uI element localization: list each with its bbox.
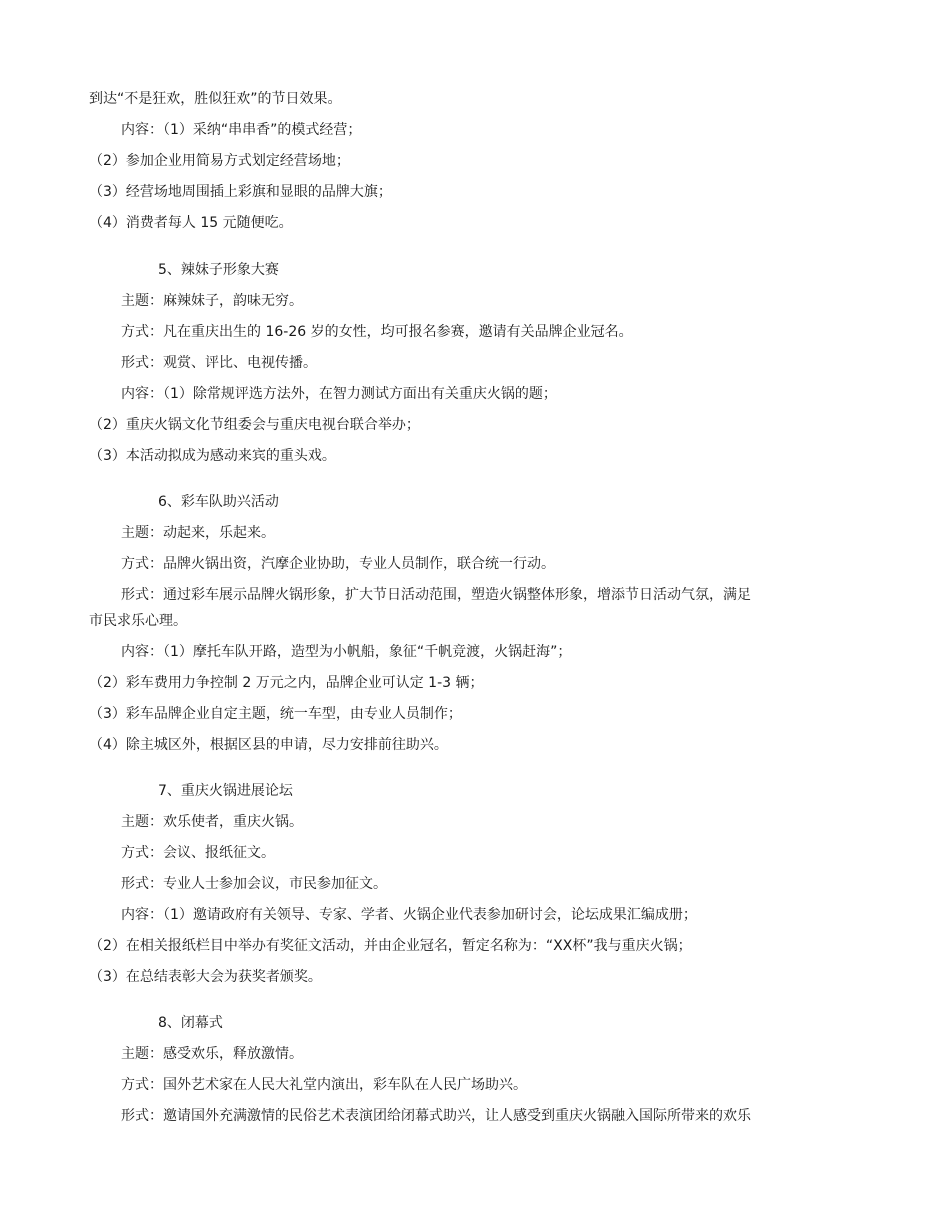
list-item: （2）在相关报纸栏目中举办有奖征文活动，并由企业冠名，暂定名称为：“XX杯”我与重庆火锅； <box>89 938 692 954</box>
paragraph-line: 内容：（1）除常规评选方法外，在智力测试方面出有关重庆火锅的题； <box>121 386 557 402</box>
section-heading: 7、重庆火锅进展论坛 <box>158 783 293 799</box>
paragraph-line: 内容：（1）邀请政府有关领导、专家、学者、火锅企业代表参加研讨会，论坛成果汇编成册； <box>121 907 697 923</box>
paragraph-line: 到达“不是狂欢，胜似狂欢”的节日效果。 <box>89 91 342 107</box>
list-item: （3）经营场地周围插上彩旗和显眼的品牌大旗； <box>89 184 392 200</box>
paragraph-line: 主题：欢乐使者，重庆火锅。 <box>121 814 303 830</box>
list-item: （3）本活动拟成为感动来宾的重头戏。 <box>89 448 336 464</box>
list-item: （2）彩车费用力争控制 2 万元之内，品牌企业可认定 1-3 辆； <box>89 675 484 691</box>
paragraph-line: 方式：国外艺术家在人民大礼堂内演出，彩车队在人民广场助兴。 <box>121 1077 527 1093</box>
paragraph-line: 形式：观赏、评比、电视传播。 <box>121 355 317 371</box>
paragraph-line: 形式：通过彩车展示品牌火锅形象，扩大节日活动范围，塑造火锅整体形象，增添节日活动气氛，满足 <box>121 587 751 603</box>
section-heading: 6、彩车队助兴活动 <box>158 494 279 510</box>
list-item: （4）消费者每人 15 元随便吃。 <box>89 215 293 231</box>
paragraph-line: 主题：感受欢乐，释放激情。 <box>121 1046 303 1062</box>
paragraph-line: 形式：邀请国外充满激情的民俗艺术表演团给闭幕式助兴，让人感受到重庆火锅融入国际所带来的欢乐 <box>121 1108 751 1124</box>
paragraph-line: 形式：专业人士参加会议，市民参加征文。 <box>121 876 387 892</box>
list-item: （2）参加企业用简易方式划定经营场地； <box>89 153 350 169</box>
paragraph-line: 方式：品牌火锅出资，汽摩企业协助，专业人员制作，联合统一行动。 <box>121 556 555 572</box>
list-item: （2）重庆火锅文化节组委会与重庆电视台联合举办； <box>89 417 420 433</box>
paragraph-line: 方式：凡在重庆出生的 16-26 岁的女性，均可报名参赛，邀请有关品牌企业冠名。 <box>121 324 633 340</box>
list-item: （4）除主城区外，根据区县的申请，尽力安排前往助兴。 <box>89 737 448 753</box>
section-heading: 5、辣妹子形象大赛 <box>158 262 279 278</box>
paragraph-line: 方式：会议、报纸征文。 <box>121 845 275 861</box>
list-item: （3）彩车品牌企业自定主题，统一车型，由专业人员制作； <box>89 706 462 722</box>
paragraph-line: 内容：（1）摩托车队开路，造型为小帆船，象征“千帆竞渡，火锅赶海”； <box>121 644 572 660</box>
paragraph-line: 市民求乐心理。 <box>89 613 187 629</box>
paragraph-line: 主题：动起来，乐起来。 <box>121 525 275 541</box>
paragraph-line: 主题：麻辣妹子，韵味无穷。 <box>121 293 303 309</box>
list-item: （3）在总结表彰大会为获奖者颁奖。 <box>89 969 322 985</box>
paragraph-line: 内容：（1）采纳“串串香”的模式经营； <box>121 122 362 138</box>
section-heading: 8、闭幕式 <box>158 1015 223 1031</box>
